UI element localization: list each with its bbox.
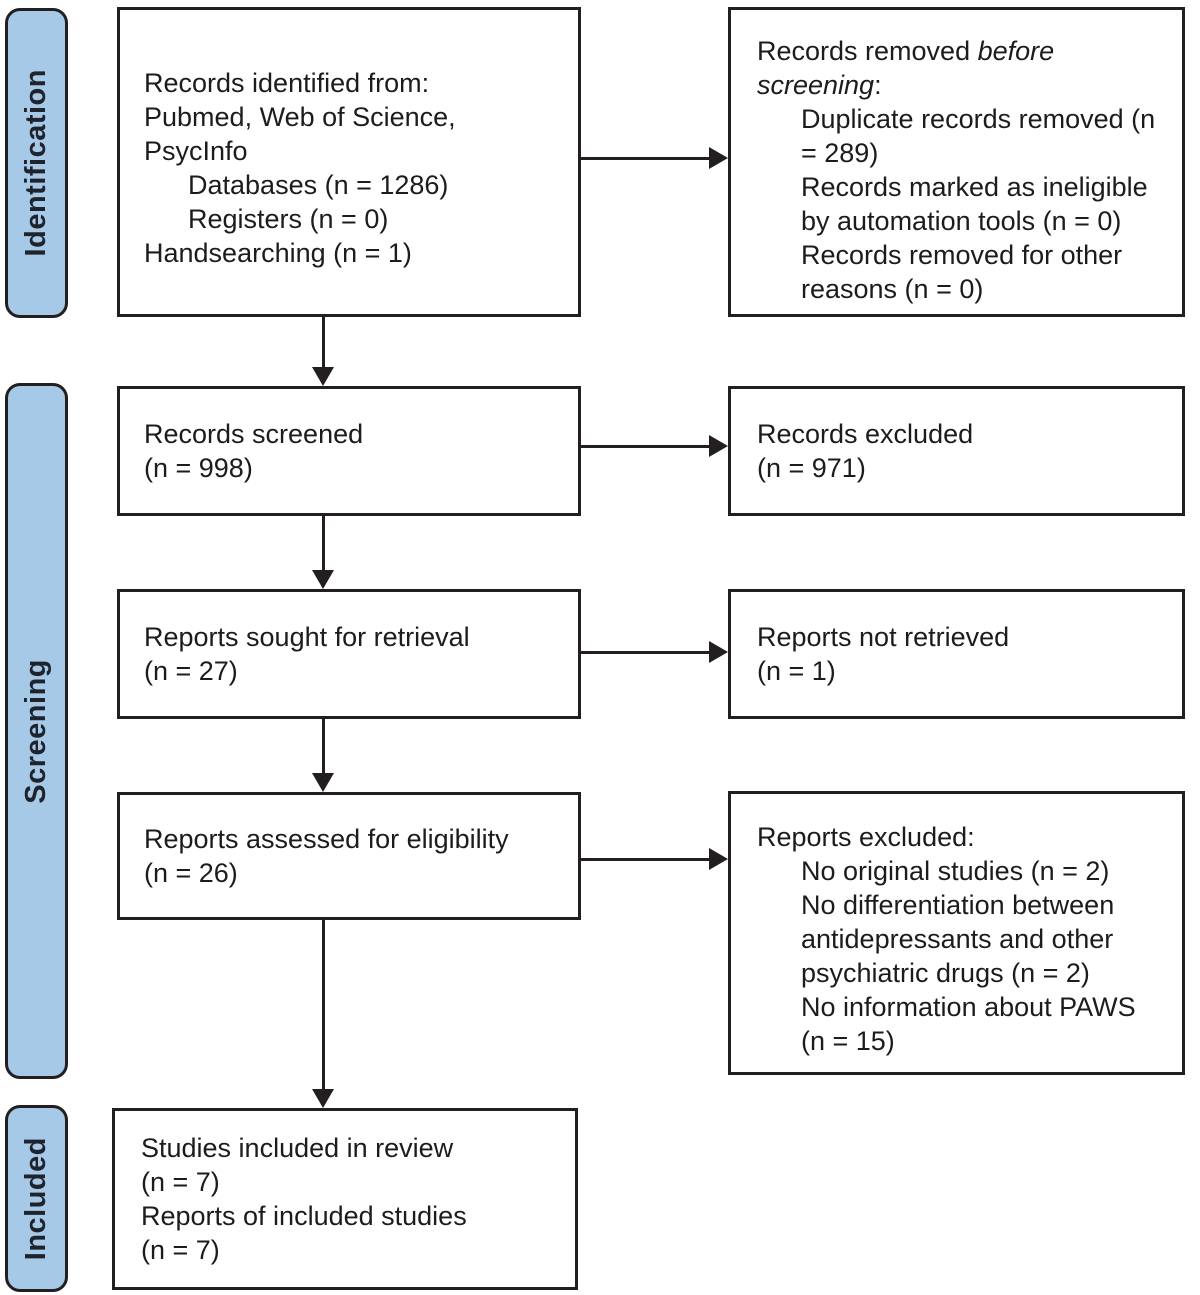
text-line: Reports of included studies <box>141 1201 467 1231</box>
text-line: reasons (n = 0) <box>801 274 984 304</box>
arrow-screened-to-excluded <box>581 445 709 448</box>
text-line: (n = 7) <box>141 1235 220 1265</box>
box-records-identified <box>117 7 581 317</box>
arrow-assessed-to-included <box>322 920 325 1089</box>
arrow-identified-to-removed <box>581 157 709 160</box>
text-line: psychiatric drugs (n = 2) <box>801 958 1090 988</box>
box-reports-sought-for-retrieval <box>117 589 581 719</box>
text-line: Reports sought for retrieval <box>144 622 470 652</box>
text-line: (n = 26) <box>144 858 238 888</box>
text-line: Studies included in review <box>141 1133 454 1163</box>
text-line: (n = 7) <box>141 1167 220 1197</box>
text-line: (n = 27) <box>144 656 238 686</box>
text-line: screening: <box>757 70 882 100</box>
text-line: Records removed before <box>757 36 1055 66</box>
stage-label-included <box>5 1105 68 1292</box>
text-line: Records excluded <box>757 419 974 449</box>
stage-label-identification <box>5 8 68 318</box>
text-line: No information about PAWS <box>801 992 1136 1022</box>
text-line: Reports excluded: <box>757 822 975 852</box>
text-line: Records identified from: <box>144 68 430 98</box>
stage-label-text: Screening <box>20 658 52 804</box>
text-line: No differentiation between <box>801 890 1115 920</box>
text-line: (n = 15) <box>801 1026 895 1056</box>
stage-label-text: Identification <box>20 69 52 257</box>
box-studies-included-in-review <box>112 1108 578 1290</box>
text-line: Records marked as ineligible <box>801 172 1148 202</box>
box-reports-not-retrieved <box>728 589 1185 719</box>
text-line: by automation tools (n = 0) <box>801 206 1122 236</box>
box-records-screened <box>117 386 581 516</box>
text-line: (n = 1) <box>757 656 836 686</box>
text-line: = 289) <box>801 138 879 168</box>
text-line: (n = 998) <box>144 453 253 483</box>
text-line: No original studies (n = 2) <box>801 856 1110 886</box>
arrow-assessed-to-reports-excluded <box>581 858 709 861</box>
arrow-sought-to-assessed <box>322 719 325 773</box>
box-reports-assessed-for-eligibility <box>117 792 581 920</box>
stage-label-screening <box>5 383 68 1079</box>
text-line: Records removed for other <box>801 240 1123 270</box>
text-line: PsycInfo <box>144 136 248 166</box>
stage-label-text: Included <box>20 1136 52 1261</box>
text-line: (n = 971) <box>757 453 866 483</box>
text-line: Registers (n = 0) <box>188 204 389 234</box>
text-line: antidepressants and other <box>801 924 1114 954</box>
arrow-identified-to-screened <box>322 317 325 367</box>
box-records-excluded <box>728 386 1185 516</box>
text-line: Handsearching (n = 1) <box>144 238 412 268</box>
box-reports-excluded <box>728 791 1185 1075</box>
text-line: Pubmed, Web of Science, <box>144 102 456 132</box>
text-line: Duplicate records removed (n <box>801 104 1156 134</box>
box-records-removed-before-screening <box>728 7 1185 317</box>
text-line: Records screened <box>144 419 364 449</box>
text-line: Reports assessed for eligibility <box>144 824 509 854</box>
arrow-sought-to-not-retrieved <box>581 651 709 654</box>
text-line: Databases (n = 1286) <box>188 170 449 200</box>
arrow-screened-to-sought <box>322 516 325 570</box>
text-line: Reports not retrieved <box>757 622 1010 652</box>
